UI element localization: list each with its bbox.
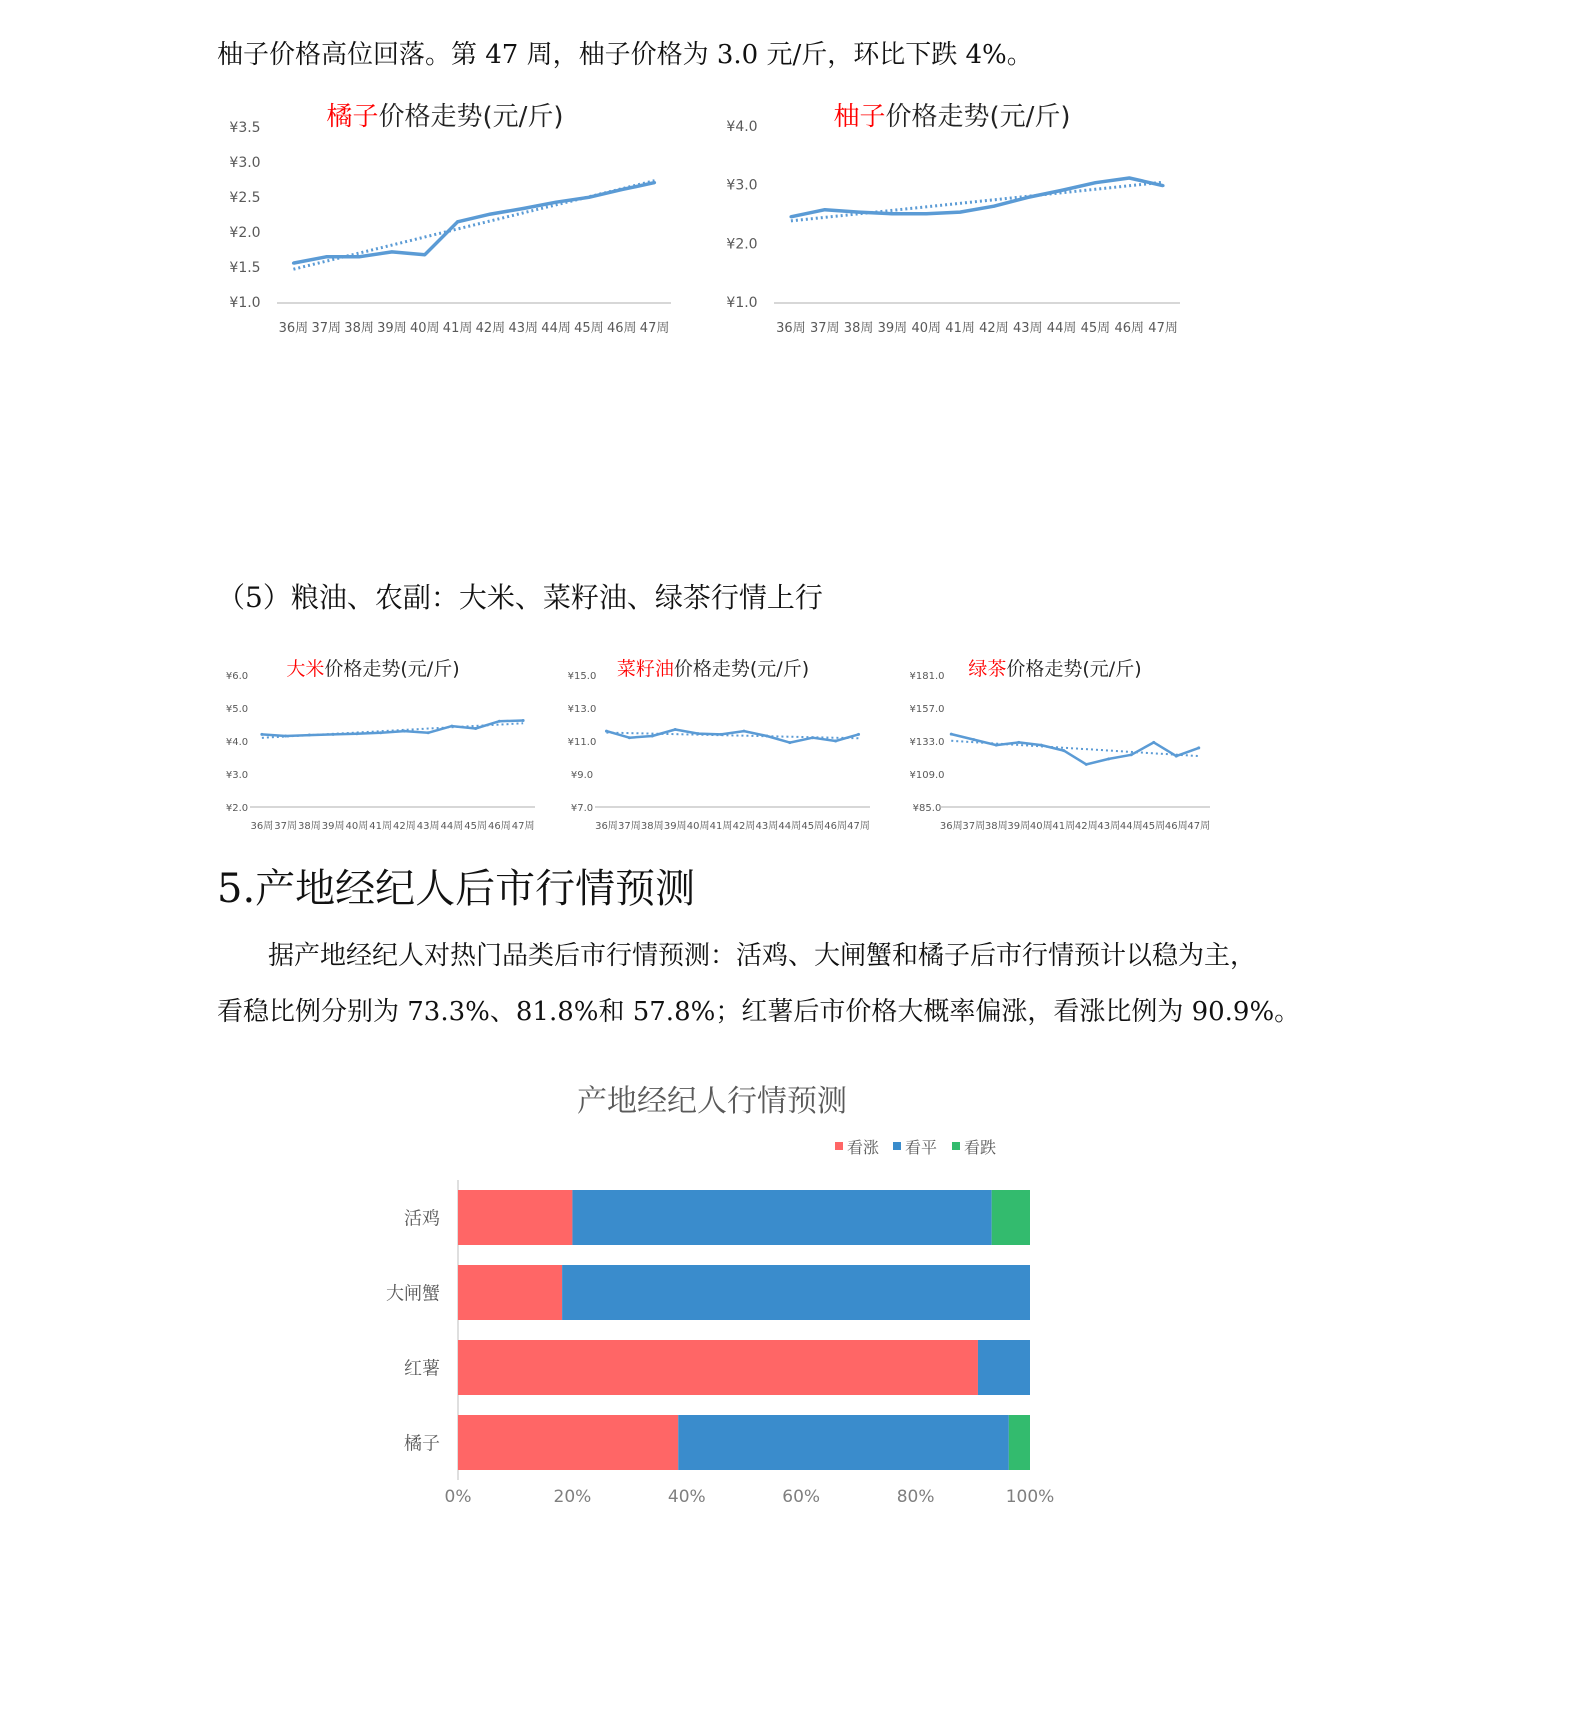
chart-title <box>617 658 809 680</box>
y-tick-label: ¥3.5 <box>229 120 261 136</box>
data-point <box>720 733 723 736</box>
data-point <box>292 262 295 265</box>
chart-title-rest: 价格走势(元/斤) <box>673 658 810 680</box>
x-tick-label: 47周 <box>847 821 870 832</box>
y-tick-label: ¥5.0 <box>225 704 249 715</box>
x-tick-label: 80% <box>896 1487 935 1507</box>
trendline <box>791 182 1163 221</box>
chart-rapeseed-oil-price <box>550 645 895 845</box>
chart-green-tea-price <box>895 645 1225 845</box>
y-tick-label: ¥1.0 <box>229 295 261 311</box>
x-tick-label: 42周 <box>979 321 1009 336</box>
data-point <box>857 733 860 736</box>
x-tick-label: 41周 <box>1052 821 1076 832</box>
x-tick-label: 47周 <box>1148 321 1178 336</box>
data-point <box>697 732 700 735</box>
chart-title-highlight: 柚子 <box>833 102 886 132</box>
x-tick-label: 42周 <box>475 321 506 336</box>
paragraph-pomelo-summary: 柚子价格高位回落。第 47 周，柚子价格为 3.0 元/斤，环比下跌 4%。 <box>217 40 1033 70</box>
x-tick-label: 40周 <box>1029 821 1053 832</box>
data-point <box>423 253 426 256</box>
x-tick-label: 37周 <box>809 321 840 336</box>
y-tick-label: ¥7.0 <box>570 803 594 814</box>
x-tick-label: 38周 <box>843 321 874 336</box>
data-point <box>1128 177 1131 180</box>
y-tick-label: ¥3.0 <box>229 155 261 171</box>
x-tick-label: 37周 <box>618 821 641 832</box>
chart-title-rest: 价格走势(元/斤) <box>885 102 1071 132</box>
x-tick-label: 36周 <box>278 321 309 336</box>
category-label: 橘子 <box>404 1433 440 1455</box>
data-point <box>857 211 860 214</box>
data-point <box>651 735 654 738</box>
x-tick-label: 40周 <box>686 821 710 832</box>
section-subheading-grain-oil: （5）粮油、农副：大米、菜籽油、绿茶行情上行 <box>217 581 823 614</box>
data-point <box>332 733 335 736</box>
chart-title <box>833 102 1070 132</box>
y-tick-label: ¥2.0 <box>726 236 758 253</box>
data-point <box>789 215 792 218</box>
data-point <box>972 738 975 741</box>
chart-orange-price <box>205 95 705 355</box>
data-point <box>1062 749 1065 752</box>
x-tick-label: 36周 <box>595 821 618 832</box>
data-point <box>1040 744 1043 747</box>
x-tick-label: 43周 <box>508 321 539 336</box>
data-point <box>1026 196 1029 199</box>
data-point <box>390 250 393 253</box>
chart-title-highlight: 大米 <box>286 658 325 680</box>
data-point <box>1085 763 1088 766</box>
chart-title: 产地经纪人行情预测 <box>577 1084 847 1119</box>
x-tick-label: 44周 <box>1046 321 1077 336</box>
chart-title <box>286 658 459 680</box>
x-tick-label: 40周 <box>911 321 942 336</box>
series-line <box>951 734 1199 764</box>
bar-segment <box>992 1190 1030 1245</box>
x-tick-label: 44周 <box>778 821 802 832</box>
data-point <box>498 720 501 723</box>
data-point <box>653 181 656 184</box>
legend-swatch <box>952 1142 960 1150</box>
series-line <box>293 183 654 264</box>
data-point <box>811 736 814 739</box>
x-tick-label: 38周 <box>640 821 664 832</box>
x-tick-label: 36周 <box>250 821 274 832</box>
x-tick-label: 0% <box>444 1487 472 1507</box>
x-tick-label: 38周 <box>984 821 1008 832</box>
data-point <box>522 719 525 722</box>
x-tick-label: 37周 <box>962 821 986 832</box>
y-tick-label: ¥133.0 <box>909 737 945 748</box>
x-tick-label: 45周 <box>464 821 487 832</box>
chart-pomelo-price <box>712 95 1212 355</box>
x-tick-label: 39周 <box>663 821 687 832</box>
data-point <box>823 208 826 211</box>
data-point <box>992 205 995 208</box>
data-point <box>605 730 608 733</box>
paragraph-forecast-1: 据产地经纪人对热门品类后市行情预测：活鸡、大闸蟹和橘子后市行情预计以稳为主， <box>268 941 1257 971</box>
data-point <box>474 727 477 730</box>
x-tick-label: 39周 <box>321 821 345 832</box>
bar-segment <box>678 1415 1009 1470</box>
x-tick-label: 46周 <box>1164 821 1188 832</box>
data-point <box>834 740 837 743</box>
x-tick-label: 41周 <box>709 821 733 832</box>
x-tick-label: 36周 <box>939 821 963 832</box>
y-tick-label: ¥109.0 <box>909 770 945 781</box>
bar-segment <box>562 1265 1030 1320</box>
data-point <box>450 725 453 728</box>
data-point <box>456 220 459 223</box>
x-tick-label: 43周 <box>755 821 779 832</box>
y-tick-label: ¥181.0 <box>909 671 945 682</box>
x-tick-label: 45周 <box>574 321 604 336</box>
x-tick-label: 43周 <box>1012 321 1043 336</box>
data-point <box>674 728 677 731</box>
y-tick-label: ¥1.5 <box>229 260 261 276</box>
y-tick-label: ¥157.0 <box>909 704 945 715</box>
x-tick-label: 46周 <box>1114 321 1145 336</box>
y-tick-label: ¥9.0 <box>570 770 594 781</box>
x-tick-label: 43周 <box>1097 821 1121 832</box>
x-tick-label: 36周 <box>776 321 806 336</box>
bar-segment <box>1009 1415 1030 1470</box>
x-tick-label: 46周 <box>488 821 511 832</box>
data-point <box>1017 741 1020 744</box>
chart-title-highlight: 菜籽油 <box>616 658 674 680</box>
x-tick-label: 38周 <box>298 821 321 832</box>
x-tick-label: 40% <box>667 1487 706 1507</box>
x-tick-label: 39周 <box>377 321 407 336</box>
bar-segment <box>458 1265 562 1320</box>
bar-segment <box>572 1190 991 1245</box>
y-tick-label: ¥4.0 <box>726 119 758 135</box>
x-tick-label: 42周 <box>393 821 416 832</box>
y-tick-label: ¥4.0 <box>225 737 249 748</box>
data-point <box>308 734 311 737</box>
x-tick-label: 47周 <box>511 821 535 832</box>
x-tick-label: 45周 <box>801 821 825 832</box>
data-point <box>1130 753 1133 756</box>
y-tick-label: ¥15.0 <box>567 671 597 682</box>
x-tick-label: 45周 <box>1080 321 1111 336</box>
data-point <box>1162 184 1165 187</box>
data-point <box>742 730 745 733</box>
chart-rice-price <box>205 645 550 845</box>
chart-title-rest: 价格走势(元/斤) <box>1006 658 1142 680</box>
data-point <box>1060 189 1063 192</box>
bar-segment <box>458 1415 678 1470</box>
category-label: 红薯 <box>404 1358 440 1380</box>
category-label: 活鸡 <box>404 1208 440 1230</box>
data-point <box>358 255 361 258</box>
y-tick-label: ¥85.0 <box>912 803 942 814</box>
y-tick-label: ¥1.0 <box>726 295 758 311</box>
chart-title <box>968 658 1141 680</box>
bar-segment <box>978 1340 1030 1395</box>
data-point <box>325 255 328 258</box>
data-point <box>1197 746 1200 749</box>
paragraph-forecast-2: 看稳比例分别为 73.3%、81.8%和 57.8%；红薯后市价格大概率偏涨，看涨比例为 90.9%。 <box>217 997 1301 1027</box>
data-point <box>620 188 623 191</box>
y-tick-label: ¥2.5 <box>229 190 261 206</box>
x-tick-label: 43周 <box>416 821 440 832</box>
x-tick-label: 44周 <box>440 821 464 832</box>
y-tick-label: ¥2.0 <box>229 225 261 241</box>
x-tick-label: 46周 <box>824 821 847 832</box>
data-point <box>1107 757 1110 760</box>
x-tick-label: 39周 <box>1007 821 1031 832</box>
bar-segment <box>458 1190 572 1245</box>
data-point <box>427 731 430 734</box>
data-point <box>891 212 894 215</box>
x-tick-label: 44周 <box>1119 821 1143 832</box>
series-line <box>791 178 1163 217</box>
x-tick-label: 60% <box>782 1487 821 1507</box>
data-point <box>379 731 382 734</box>
data-point <box>260 733 263 736</box>
legend-label: 看平 <box>905 1138 938 1157</box>
data-point <box>788 741 791 744</box>
x-tick-label: 42周 <box>1074 821 1098 832</box>
y-tick-label: ¥3.0 <box>726 177 758 194</box>
x-tick-label: 37周 <box>311 321 342 336</box>
data-point <box>765 735 768 738</box>
x-tick-label: 47周 <box>1187 821 1211 832</box>
x-tick-label: 40周 <box>345 821 369 832</box>
bar-segment <box>458 1340 978 1395</box>
data-point <box>959 211 962 214</box>
y-tick-label: ¥6.0 <box>225 671 249 682</box>
data-point <box>925 212 928 215</box>
y-tick-label: ¥11.0 <box>567 737 597 748</box>
x-tick-label: 45周 <box>1142 821 1166 832</box>
y-tick-label: ¥3.0 <box>225 770 249 781</box>
series-line <box>262 721 523 737</box>
x-tick-label: 37周 <box>274 821 297 832</box>
chart-title-rest: 价格走势(元/斤) <box>378 102 564 132</box>
chart-broker-forecast <box>360 1070 1080 1520</box>
data-point <box>628 736 631 739</box>
data-point <box>555 201 558 204</box>
data-point <box>1094 181 1097 184</box>
legend-label: 看跌 <box>964 1138 997 1157</box>
x-tick-label: 39周 <box>877 321 908 336</box>
x-tick-label: 44周 <box>541 321 571 336</box>
data-point <box>355 732 358 735</box>
chart-title-highlight: 绿茶 <box>968 658 1007 680</box>
y-tick-label: ¥13.0 <box>567 704 597 715</box>
legend-swatch <box>893 1142 901 1150</box>
legend-label: 看涨 <box>847 1138 880 1157</box>
data-point <box>587 196 590 199</box>
data-point <box>403 730 406 733</box>
x-tick-label: 42周 <box>732 821 756 832</box>
chart-title-highlight: 橘子 <box>326 102 379 132</box>
legend-swatch <box>835 1142 843 1150</box>
x-tick-label: 41周 <box>945 321 975 336</box>
category-label: 大闸蟹 <box>386 1283 440 1305</box>
data-point <box>284 735 287 738</box>
x-tick-label: 47周 <box>639 321 670 336</box>
y-tick-label: ¥2.0 <box>225 803 249 814</box>
data-point <box>522 207 525 210</box>
data-point <box>950 733 953 736</box>
chart-title-rest: 价格走势(元/斤) <box>324 658 460 680</box>
data-point <box>1152 741 1155 744</box>
data-point <box>489 213 492 216</box>
x-tick-label: 20% <box>553 1487 592 1507</box>
x-tick-label: 100% <box>1005 1487 1055 1507</box>
x-tick-label: 38周 <box>344 321 374 336</box>
chart-title <box>326 102 563 132</box>
x-tick-label: 46周 <box>606 321 637 336</box>
x-tick-label: 40周 <box>409 321 440 336</box>
data-point <box>995 744 998 747</box>
data-point <box>1175 755 1178 758</box>
x-tick-label: 41周 <box>369 821 392 832</box>
x-tick-label: 41周 <box>442 321 473 336</box>
heading-section-5: 5.产地经纪人后市行情预测 <box>217 866 696 912</box>
